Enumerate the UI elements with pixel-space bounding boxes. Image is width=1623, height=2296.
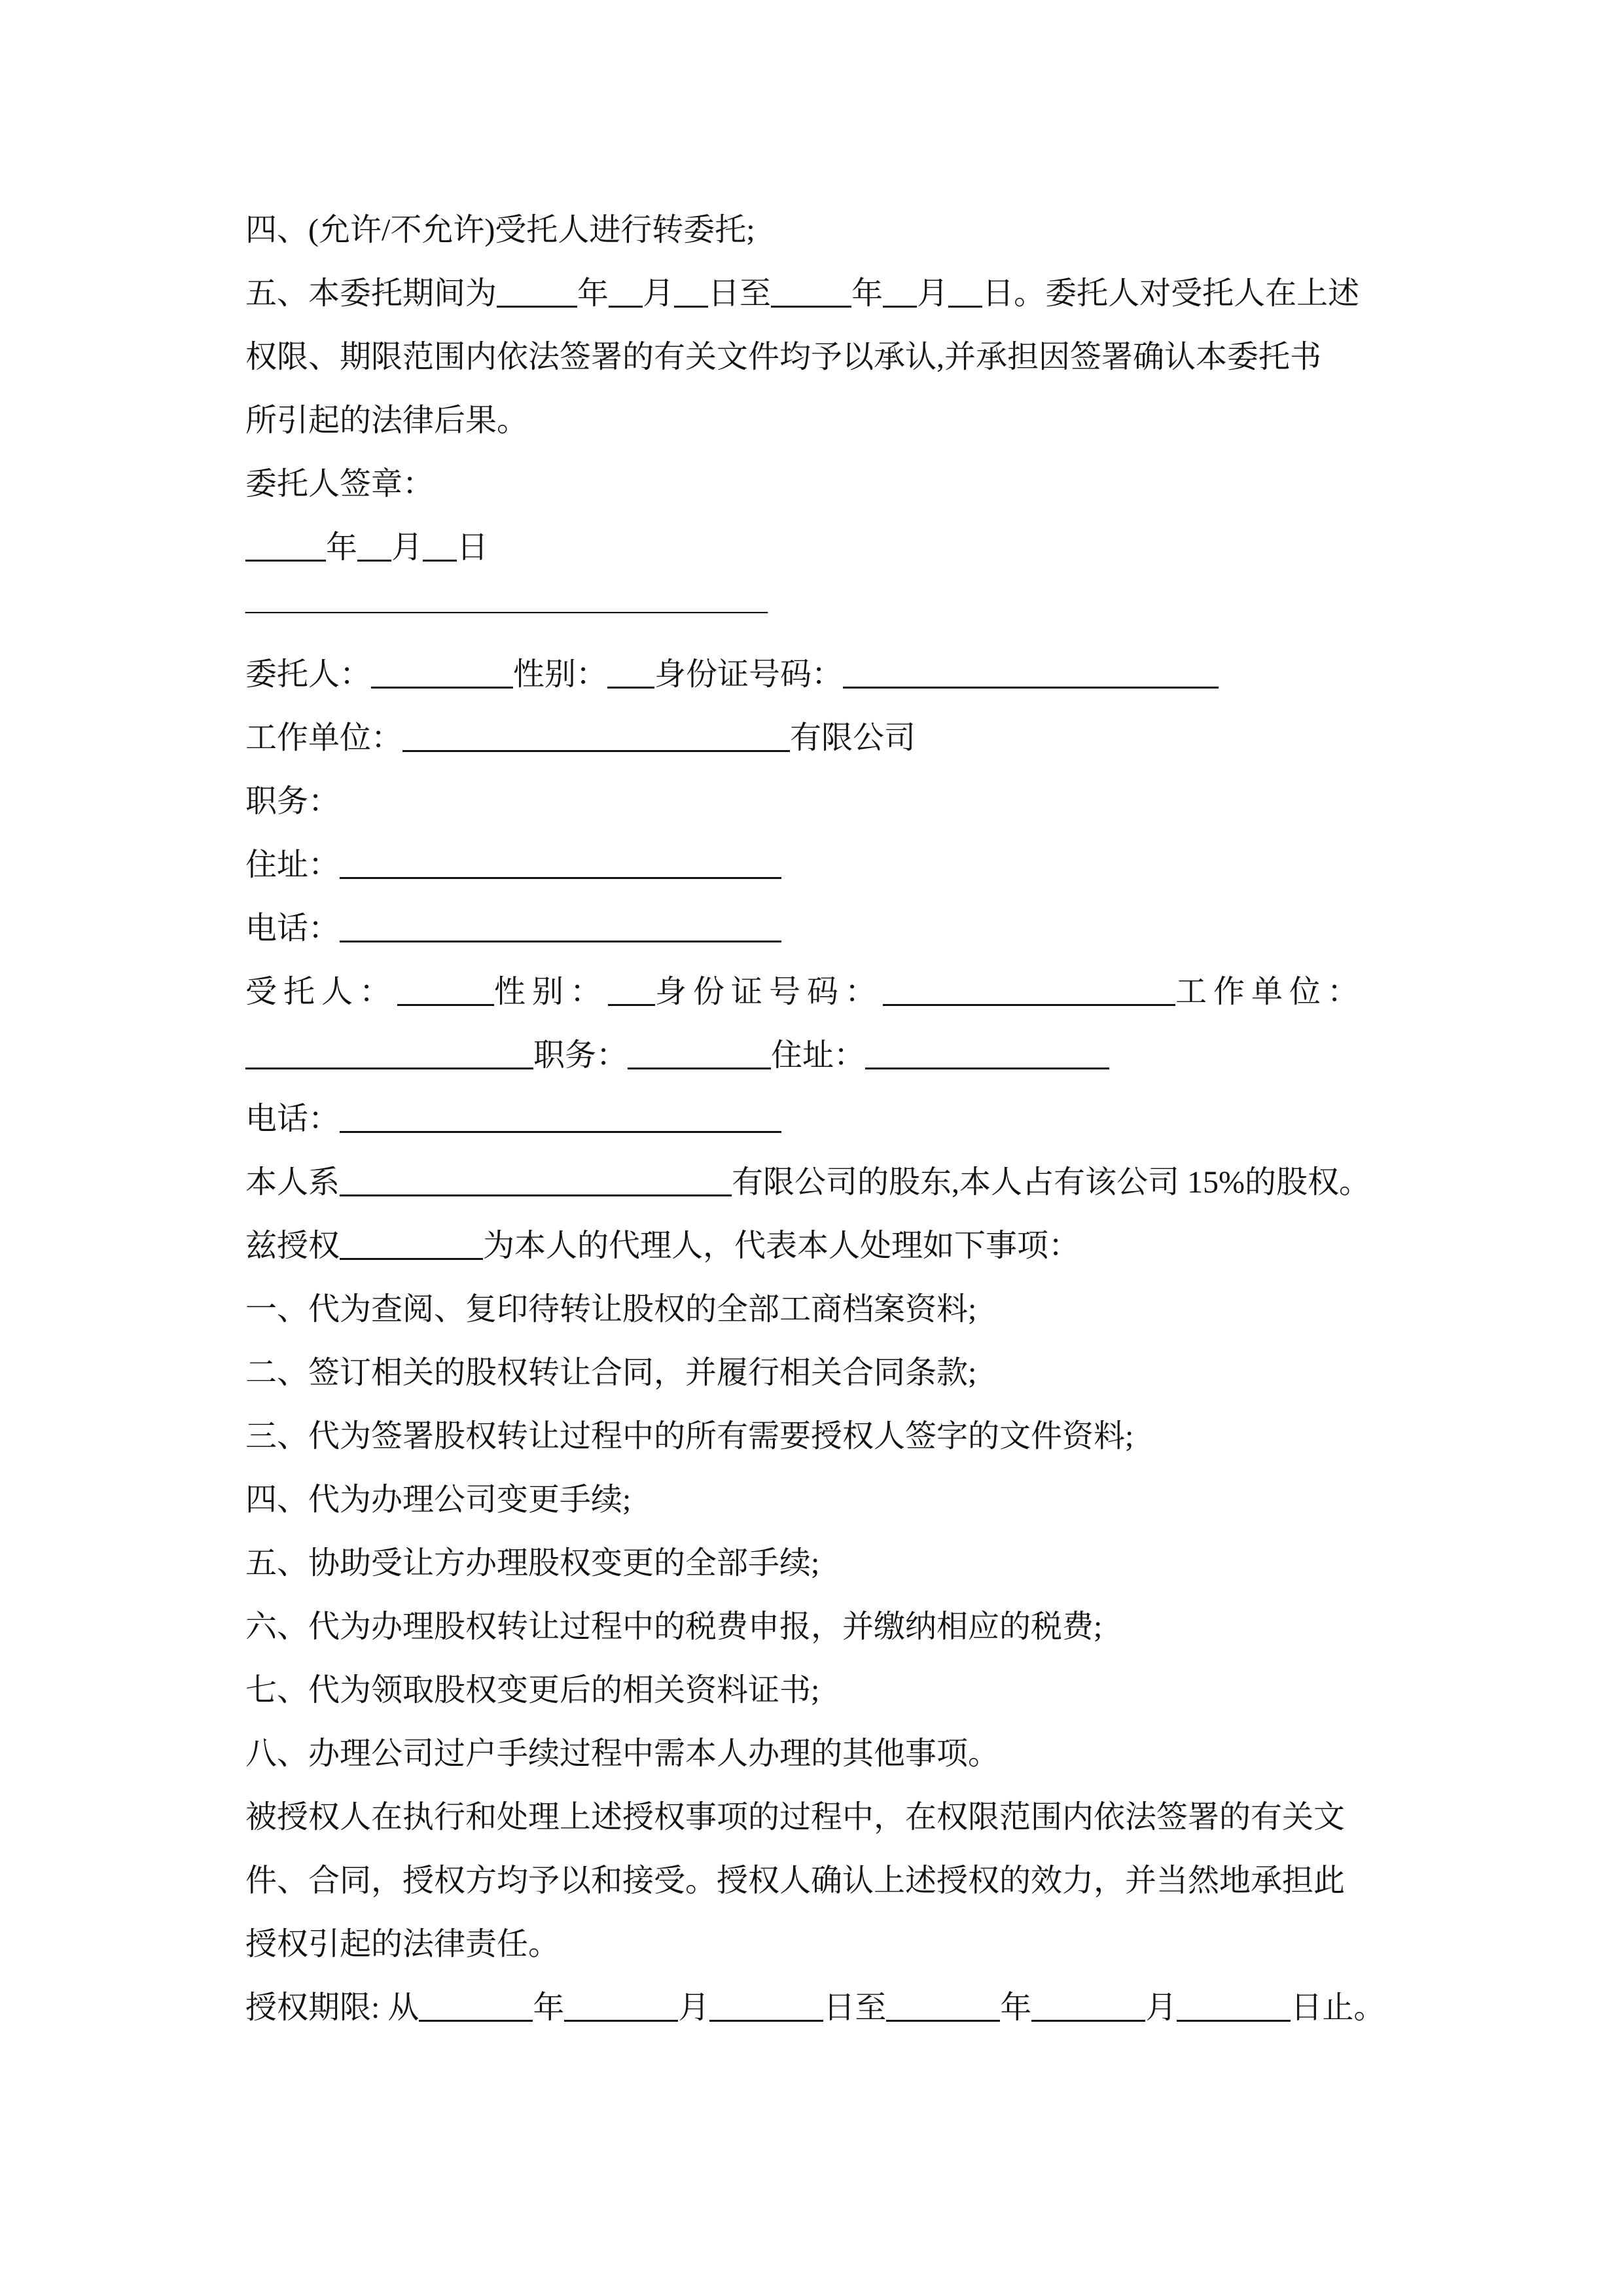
blank-field[interactable]	[1177, 1987, 1291, 2022]
blank-field[interactable]	[883, 273, 917, 308]
text: 日。委托人对受托人在上述	[982, 276, 1360, 311]
text: 月	[917, 276, 949, 311]
text: 工作单位：	[245, 721, 403, 755]
list-item: 七、代为领取股权变更后的相关资料证书;	[245, 1673, 820, 1708]
agent-gender-field[interactable]	[608, 971, 655, 1006]
blank-field[interactable]	[948, 273, 982, 308]
text: 年	[577, 276, 609, 311]
agent-line2	[245, 1024, 1397, 1087]
text: 年	[851, 276, 883, 311]
blank-field[interactable]	[419, 1987, 533, 2022]
text: 本人系	[245, 1165, 340, 1200]
clause-5-line2: 权限、期限范围内依法签署的有关文件均予以承认,并承担因签署确认本委托书	[245, 340, 1322, 374]
text: 身份证号码：	[655, 975, 883, 1009]
agent-position-field[interactable]	[628, 1035, 771, 1069]
text: 月	[643, 276, 675, 311]
text: 日止。	[1291, 1990, 1385, 2025]
blank-field[interactable]	[609, 273, 643, 308]
text: 性别：	[494, 975, 609, 1009]
blank-field[interactable]	[674, 273, 708, 308]
clause-5-line1	[245, 262, 1397, 325]
principal-employer-field[interactable]	[402, 717, 790, 752]
blank-field[interactable]	[245, 527, 326, 562]
list-item: 二、签订相关的股权转让合同，并履行相关合同条款;	[245, 1355, 977, 1390]
text: 有限公司的股东,本人占有该公司 15%的股权。	[732, 1165, 1371, 1200]
text: 年	[533, 1990, 565, 2025]
blank-field[interactable]	[771, 273, 851, 308]
text: 月	[391, 530, 423, 565]
text: 为本人的代理人，代表本人处理如下事项：	[483, 1229, 1080, 1263]
agent-line1	[245, 960, 1397, 1024]
list-item: 八、办理公司过户手续过程中需本人办理的其他事项。	[245, 1736, 1000, 1771]
closing-line: 被授权人在执行和处理上述授权事项的过程中，在权限范围内依法签署的有关文	[245, 1800, 1346, 1835]
statement-line1	[245, 1151, 1397, 1214]
text: 五、本委托期间为	[245, 276, 497, 311]
text: 委托人：	[245, 657, 372, 692]
clause-4: 四、(允许/不允许)受托人进行转委托;	[245, 213, 755, 247]
agent-id-field[interactable]	[883, 971, 1175, 1006]
principal-line1	[245, 643, 1397, 706]
text: 日	[457, 530, 489, 565]
agent-phone	[245, 1087, 1397, 1151]
list-item: 四、代为办理公司变更手续;	[245, 1482, 632, 1517]
principal-address	[245, 833, 1397, 897]
text: 住址：	[771, 1038, 866, 1073]
blank-field[interactable]	[497, 273, 577, 308]
agent-employer-field[interactable]	[245, 1035, 533, 1069]
list-item: 三、代为签署股权转让过程中的所有需要授权人签字的文件资料;	[245, 1419, 1134, 1454]
statement-line2	[245, 1214, 1397, 1278]
text: 兹授权	[245, 1229, 340, 1263]
blank-field[interactable]	[886, 1987, 1000, 2022]
clause-5-line3: 所引起的法律后果。	[245, 403, 529, 438]
principal-id-field[interactable]	[843, 654, 1219, 689]
closing-line: 授权引起的法律责任。	[245, 1927, 560, 1962]
text: 年	[326, 530, 358, 565]
principal-position: 职务：	[245, 784, 340, 819]
blank-field[interactable]	[1031, 1987, 1145, 2022]
authorization-term	[245, 1976, 1397, 2039]
blank-field[interactable]	[709, 1987, 823, 2022]
principal-address-field[interactable]	[340, 844, 781, 879]
authorization-document	[245, 198, 1397, 2039]
text: 身份证号码：	[654, 657, 844, 692]
text: 日至	[708, 276, 772, 311]
text: 职务：	[533, 1038, 628, 1073]
text: 受托人：	[245, 975, 398, 1009]
agent-address-field[interactable]	[865, 1035, 1109, 1069]
signature-date	[245, 516, 1397, 579]
blank-field[interactable]	[357, 527, 391, 562]
text: 有限公司	[790, 721, 916, 755]
text: 年	[1000, 1990, 1032, 2025]
principal-phone-field[interactable]	[340, 908, 781, 942]
text: 月	[1145, 1990, 1177, 2025]
principal-name-field[interactable]	[371, 654, 513, 689]
text: 电话：	[245, 1102, 340, 1136]
text: 性别：	[513, 657, 608, 692]
text: 电话：	[245, 911, 340, 946]
text: 工作单位：	[1175, 975, 1366, 1009]
list-item: 五、协助受让方办理股权变更的全部手续;	[245, 1546, 820, 1581]
text: 月	[678, 1990, 710, 2025]
closing-line: 件、合同，授权方均予以和接受。授权人确认上述授权的效力，并当然地承担此	[245, 1863, 1346, 1898]
text: 日至	[823, 1990, 887, 2025]
list-item: 六、代为办理股权转让过程中的税费申报，并缴纳相应的税费;	[245, 1609, 1103, 1644]
agent-field[interactable]	[340, 1225, 483, 1260]
blank-field[interactable]	[564, 1987, 678, 2022]
list-item: 一、代为查阅、复印待转让股权的全部工商档案资料;	[245, 1292, 977, 1327]
agent-phone-field[interactable]	[340, 1098, 781, 1133]
signature-label: 委托人签章：	[245, 467, 435, 501]
divider: ———————————————————	[245, 596, 768, 626]
principal-gender-field[interactable]	[607, 654, 654, 689]
principal-phone	[245, 897, 1397, 960]
principal-employer	[245, 706, 1397, 770]
company-field[interactable]	[340, 1162, 732, 1196]
agent-name-field[interactable]	[397, 971, 494, 1006]
text: 住址：	[245, 848, 340, 882]
blank-field[interactable]	[423, 527, 457, 562]
text: 授权期限: 从	[245, 1990, 419, 2025]
